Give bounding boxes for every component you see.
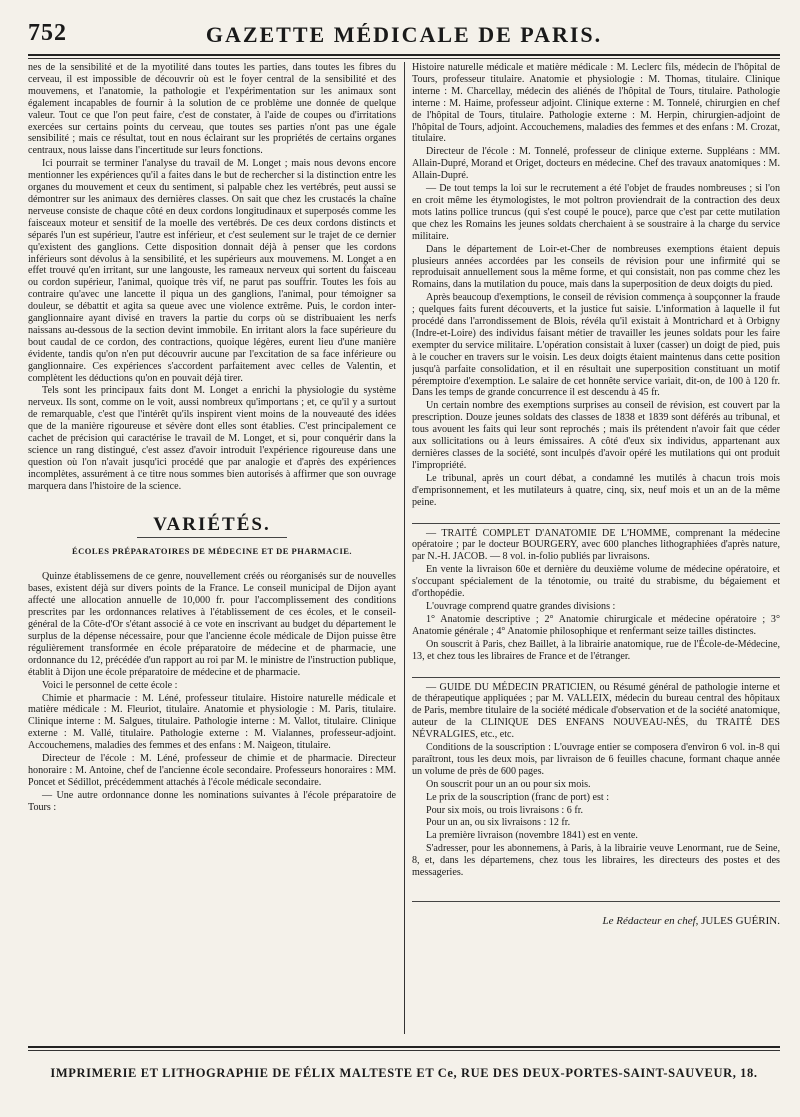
article-paragraph: Tels sont les principaux faits dont M. Longet a enrichi la physiologie du système nerveux. Ils sont, comme on le voit, aussi nombreux qu'importans ; et, ce qu'il y a surtout de remarquable, c'est que l'intérêt qu'ils inspirent vient moins de la nouveauté des idées que de la manière rigoureuse et sévère dont elles sont établies. C'est principalement ce cachet de précision qui caractérise le travail de M. Longet, et si, pour conquérir dans la science un rang distingué, c'est assez d'avoir introduit l'expérience rigoureuse dans une question où l'on n'avait jusqu'ici procédé que par analogie et d'après des expériences incomplètes, assurément à ce titre nous sommes bien autorisés à affirmer que son ouvrage marquera dans l'histoire de la science. [28,385,396,492]
section-rule [137,537,287,538]
header-rule-thin [28,58,780,59]
notice-paragraph: S'adresser, pour les abonnemens, à Paris, à la librairie veuve Lenormant, rue de Seine, 8, et, dans les départemens, chez tous les libraires, les directeurs des postes et des messageries. [412,843,780,879]
signature-role: Le Rédacteur en chef, [602,915,699,927]
notice-rule [412,677,780,678]
header-rule [28,54,780,56]
notice-paragraph: On souscrit pour un an ou pour six mois. [426,778,591,790]
notice-paragraph: En vente la livraison 60e et dernière du deuxième volume de médecine opératoire, et s'occupant spécialement de la ténotomie, ou traité du strabisme, du bégaiement et d'orthopédie. [412,564,780,600]
notice-paragraph: 1° Anatomie descriptive ; 2° Anatomie chirurgicale et médecine opératoire ; 3° Anatomie générale ; 4° Anatomie philosophique et renfermant seize tailles distinctes. [412,613,780,637]
notice-paragraph: Pour six mois, ou trois livraisons : 6 fr. [426,804,584,816]
article-paragraph: Histoire naturelle médicale et matière médicale : M. Leclerc fils, médecin de l'hôpital de Tours, professeur titulaire. Anatomie et physiologie : M. Thomas, titulaire. Clinique interne : M. Charcellay, médecin des aliénés de l'hôpital de Tours, titulaire. Pathologie interne : M. Haime, professeur adjoint. Clinique externe : M. Tonnelé, chirurgien en chef de l'hôpital de Tours, titulaire. Pathologie externe : M. Herpin, chirurgien-adjoint de l'hôpital de Tours, adjoint. Accouchemens, maladies des femmes et des enfans : M. Crozat, titulaire. [412,62,780,145]
printer-imprint: IMPRIMERIE ET LITHOGRAPHIE DE FÉLIX MALTESTE ET Ce, RUE DES DEUX-PORTES-SAINT-SAUVEUR, 18. [50,1066,758,1080]
section-paragraph: Directeur de l'école : M. Léné, professeur de chimie et de pharmacie. Directeur honoraire : M. Antoine, chef de l'ancienne école secondaire. Professeurs honoraires : MM. Poncet et Sédillot, précédemment attachés à l'école médicale secondaire. [28,753,396,788]
article-paragraph: Un certain nombre des exemptions surprises au conseil de révision, est couvert par la prescription. Douze jeunes soldats des classes de 1838 et 1839 sont déférés au tribunal, et tous avouent les faits qui leur sont reprochés ; mais ils prétendent n'avoir fait que céder aux sollicitations ou à leurs émissaires. A côté d'eux six individus, appartenant aux dernières classes de la société, sont inculpés d'avoir opéré les mutilations qui ont produit l'impropriété. [412,400,780,471]
book-notice-anatomie: — TRAITÉ COMPLET D'ANATOMIE DE L'HOMME, comprenant la médecine opératoire ; par le docteur BOURGERY, avec 600 planches lithographiées d'après nature, par N.-H. JACOB. — 8 vol. in-folio publiés par livraisons. [412,527,780,563]
notice-paragraph: L'ouvrage comprend quatre grandes divisions : [426,600,616,612]
notice-paragraph: Le prix de la souscription (franc de port) est : [426,791,610,803]
left-column [28,62,396,1030]
article-paragraph: Après beaucoup d'exemptions, le conseil de révision commença à soupçonner la fraude ; quelques faits furent découverts, et la justice fut saisie. L'information à laquelle il fut procédé dans l'arrondissement de Blois, révéla qu'il existait à Montrichard et à Orbigny (Indre-et-Loire) des individus faisant métier de travailler les jeunes soldats pour les faire exempter du service militaire. L'opération consistait à luxer (casser) un doigt de pied, puis à le coucher en travers sur le voisin. Les deux doigts étaient maintenus dans cette position jusqu'à parfaite consolidation, et il en résultait une superposition constituant un motif péremptoire d'exemption. Le salaire de cet honnête service variait, dit-on, de 100 à 120 fr. Dans les temps de grande concurrence il est descendu à 45 fr. [412,292,780,399]
article-paragraph: Dans le département de Loir-et-Cher de nombreuses exemptions étaient depuis plusieurs années accordées par les conseils de révision pour une infirmité qui se reproduisait annuellement sous la même forme, et qui consistait, non pas comme chez les Romains, dans la mutilation du pouce, mais dans la superposition de deux doigts du pied. [412,243,780,291]
notice-rule [412,523,780,524]
section-paragraph: Voici le personnel de cette école : [42,679,178,691]
column-divider [404,62,405,1034]
editor-signature [412,916,780,928]
article-paragraph: Le tribunal, après un court débat, a condamné les mutilés à chacun trois mois d'emprisonnement, et les mutilateurs à quatre, cinq, six, neuf mois et un an de la même peine. [412,472,780,508]
notice-paragraph: On souscrit à Paris, chez Baillet, à la librairie anatomique, rue de l'École-de-Médecine, 13, et chez tous les libraires de France et de l'étranger. [412,638,780,662]
notice-paragraph: Conditions de la souscription : L'ouvrage entier se composera d'environ 6 vol. in-8 qui paraîtront, tous les deux mois, par livraison de 6 feuilles chacune, formant chaque année un volume de près de 600 pages. [412,742,780,777]
section-title: VARIÉTÉS. [153,513,271,535]
article-paragraph: Ici pourrait se terminer l'analyse du travail de M. Longet ; mais nous devons encore mentionner les expériences qu'il a faites dans le but de rechercher si la distinction entre les organes du mouvement et ceux du sentiment, si palpable chez les vertébrés, peut aussi se démontrer sur les animaux des dernières classes. On sait que chez les crustacés la chaîne nerveuse consiste de chaque côté en deux cordons longitudinaux et superposés comme les faisceaux moteur et sensitif de la moelle des vertébrés. De ces deux cordons distincts et séparés l'un est supérieur, l'autre est inférieur, et c'est seulement sur le trajet de ce dernier qu'existent des ganglions. Cette disposition donnait déjà à penser que les cordons inférieurs sont dévolus à la sensibilité, et les supérieurs aux mouvemens. M. Longet a en effet trouvé qu'en irritant, sur une langouste, les rameaux nerveux qui sortent du faisceau ou cordon supérieur, l'animal, quoique très vif, ne parut pas souffrir. Toutes les fois au contraire qu'avec une lancette il piqua un des ganglions, l'animal, pour témoigner sa douleur, se débattit et agita sa queue avec une violence extrême. Puis, le cordon inter-ganglionnaire ayant divisé en travers la partie du corps où se distribuaient les nerfs naissans au-dessous de la section devint immobile. En irritant alors la face supérieure du bout caudal de ce cordon, des contractions, quoique légères, eurent lieu d'une manière évidente, tandis qu'on n'en put découvrir aucune par l'excitation de sa face inférieure ou ganglionnaire. Ces expériences s'accordent parfaitement avec celles de Valentin, et complètent les déductions qu'on en pouvait déjà tirer. [28,158,396,384]
page-number: 752 [28,20,67,46]
notice-paragraph: La première livraison (novembre 1841) est en vente. [426,830,638,842]
footer-rule-thin [28,1050,780,1051]
article-paragraph: nes de la sensibilité et de la myotilité dans toutes les parties, dans toutes les fibres du cerveau, il est impossible de découvrir où est le foyer central de la sensibilité et des mouvemens, et l'anatomie, la pathologie et l'expérimentation sur les animaux sont également incapables de fournir à la solution de ce problème une donnée de quelque valeur. Tout ce que l'on peut faire, c'est de constater, à l'aide de coupes ou d'irritations exercées sur certains points du cerveau, que toutes ses parties n'ont pas une égale sensibilité ; mais ce résultat, tout en nous éclairant sur les propriétés de certains organes centraux, nous laisse dans l'incertitude sur leurs fonctions. [28,62,396,157]
article-paragraph: — De tout temps la loi sur le recrutement a été l'objet de fraudes nombreuses ; si l'on en croit même les étymologistes, le mot poltron proviendrait de la contraction des deux mots latins pollice truncus (qui s'est coupé le pouce), parce que c'est par cette mutilation que chez les Romains les jeunes soldats cherchaient à se soustraire à la charge du service militaire. [412,183,780,242]
article-paragraph: Directeur de l'école : M. Tonnelé, professeur de clinique externe. Suppléans : MM. Allain-Dupré, Morand et Origet, docteurs en médecine. Chef des travaux anatomiques : M. Allain-Dupré. [412,146,780,182]
section-paragraph: Quinze établissemens de ce genre, nouvellement créés ou réorganisés sur de nouvelles bases, existent déjà sur divers points de la France. Le conseil municipal de Dijon ayant affecté une allocation annuelle de 10,000 fr. pour l'accomplissement des conditions prescrites par les ordonnances relatives à l'établissement de ces écoles, et le conseil-général de la Côte-d'Or s'étant associé à ce vote en inscrivant au budget du département le surplus de la dépense nécessaire, pour que l'ancienne école médicale de Dijon puisse être régulièrement transformée en école préparatoire de médecine et de pharmacie, une ordonnance du 12, précédée d'un rapport au roi par M. le ministre de l'instruction publique, établit à Dijon une école préparatoire de médecine et de pharmacie. [28,571,396,678]
signature-name: JULES GUÉRIN. [701,915,780,927]
footer-rule [28,1046,780,1048]
page-header [28,18,780,52]
section-paragraph: — Une autre ordonnance donne les nominations suivantes à l'école préparatoire de Tours : [28,789,396,813]
journal-title: GAZETTE MÉDICALE DE PARIS. [205,22,603,47]
notice-paragraph: Pour un an, ou six livraisons : 12 fr. [426,817,571,829]
right-column [412,62,780,1030]
section-paragraph: Chimie et pharmacie : M. Léné, professeur titulaire. Histoire naturelle médicale et matière médicale : M. Fleuriot, titulaire. Anatomie et physiologie : M. Paris, titulaire. Clinique interne : M. Salgues, titulaire. Pathologie interne : M. Vallot, titulaire. Clinique externe : M. Vallé, titulaire. Pathologie externe : M. Vialannes, professeur-adjoint. Accouchemens, maladies des femmes et des enfans : M. Naigeon, titulaire. [28,692,396,752]
section-subtitle: ÉCOLES PRÉPARATOIRES DE MÉDECINE ET DE PHARMACIE. [71,545,353,556]
signature-rule [412,901,780,902]
book-notice-guide: — GUIDE DU MÉDECIN PRATICIEN, ou Résumé général de pathologie interne et de thérapeutique appliquées ; par M. VALLEIX, médecin du bureau central des hôpitaux de Paris, membre titulaire de la société médicale d'observation et de la société anatomique, auteur de la CLINIQUE DES ENFANS NOUVEAU-NÉS, du TRAITÉ DES NÉVRALGIES, etc., etc. [412,681,780,741]
